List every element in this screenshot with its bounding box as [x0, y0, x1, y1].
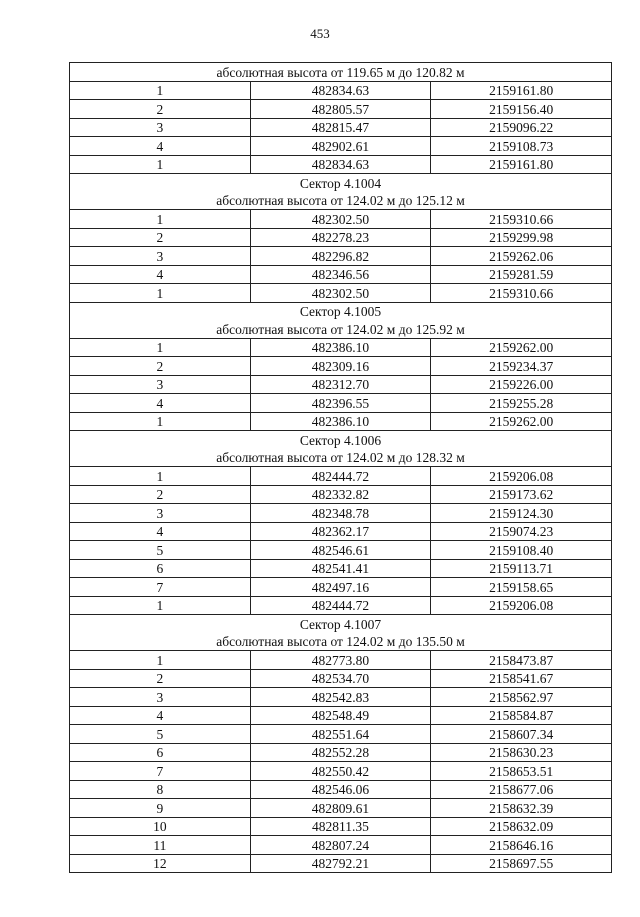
- altitude-range: абсолютная высота от 124.02 м до 125.12 м: [70, 192, 612, 210]
- table-row: [70, 375, 612, 394]
- point-number: 6: [70, 559, 251, 578]
- coordinate-y: 2159074.23: [431, 522, 612, 541]
- table-row: [70, 669, 612, 688]
- point-number: 10: [70, 817, 251, 836]
- coordinate-y: 2159226.00: [431, 375, 612, 394]
- coordinate-x: 482444.72: [250, 596, 431, 615]
- coordinate-y: 2158697.55: [431, 854, 612, 873]
- coordinate-y: 2158607.34: [431, 725, 612, 744]
- point-number: 1: [70, 338, 251, 357]
- coordinate-y: 2159108.73: [431, 137, 612, 156]
- coordinate-y: 2158653.51: [431, 762, 612, 781]
- table-row: [70, 541, 612, 560]
- coordinate-y: 2159173.62: [431, 485, 612, 504]
- point-number: 7: [70, 578, 251, 597]
- table-row: [70, 743, 612, 762]
- coordinate-y: 2159206.08: [431, 596, 612, 615]
- table-row: [70, 651, 612, 670]
- point-number: 3: [70, 688, 251, 707]
- coordinate-x: 482346.56: [250, 265, 431, 284]
- point-number: 7: [70, 762, 251, 781]
- point-number: 4: [70, 522, 251, 541]
- coordinate-x: 482552.28: [250, 743, 431, 762]
- table-row: [70, 357, 612, 376]
- table-row: [70, 725, 612, 744]
- table-row: [70, 394, 612, 413]
- coordinate-x: 482546.06: [250, 780, 431, 799]
- table-row: [70, 780, 612, 799]
- coordinate-x: 482551.64: [250, 725, 431, 744]
- coordinate-y: 2158646.16: [431, 836, 612, 855]
- coordinate-x: 482811.35: [250, 817, 431, 836]
- coordinate-y: 2158584.87: [431, 706, 612, 725]
- coordinate-x: 482546.61: [250, 541, 431, 560]
- coordinate-y: 2158562.97: [431, 688, 612, 707]
- table-row: [70, 559, 612, 578]
- coordinate-x: 482309.16: [250, 357, 431, 376]
- point-number: 4: [70, 394, 251, 413]
- altitude-range-row: [70, 63, 612, 82]
- coordinate-x: 482348.78: [250, 504, 431, 523]
- coordinate-x: 482792.21: [250, 854, 431, 873]
- table-row: [70, 799, 612, 818]
- coordinate-x: 482386.10: [250, 412, 431, 431]
- coordinate-x: 482542.83: [250, 688, 431, 707]
- coordinate-x: 482773.80: [250, 651, 431, 670]
- table-row: [70, 854, 612, 873]
- coordinate-x: 482834.63: [250, 155, 431, 174]
- coordinate-x: 482550.42: [250, 762, 431, 781]
- table-row: [70, 118, 612, 137]
- table-row: [70, 228, 612, 247]
- point-number: 2: [70, 228, 251, 247]
- coordinate-y: 2159310.66: [431, 284, 612, 303]
- coordinate-x: 482296.82: [250, 247, 431, 266]
- coordinate-y: 2159310.66: [431, 210, 612, 229]
- table-row: [70, 504, 612, 523]
- coordinate-y: 2159108.40: [431, 541, 612, 560]
- table-row: [70, 817, 612, 836]
- coordinates-table-body: [70, 63, 612, 873]
- table-row: [70, 412, 612, 431]
- table-row: [70, 247, 612, 266]
- point-number: 1: [70, 81, 251, 100]
- coordinate-x: 482805.57: [250, 100, 431, 119]
- table-row: [70, 578, 612, 597]
- table-row: [70, 485, 612, 504]
- sector-title: Сектор 4.1007: [70, 615, 612, 633]
- coordinate-x: 482302.50: [250, 284, 431, 303]
- table-row: [70, 81, 612, 100]
- altitude-range-row: [70, 633, 612, 651]
- point-number: 3: [70, 247, 251, 266]
- point-number: 6: [70, 743, 251, 762]
- coordinate-y: 2159255.28: [431, 394, 612, 413]
- altitude-range: абсолютная высота от 124.02 м до 128.32 м: [70, 449, 612, 467]
- point-number: 12: [70, 854, 251, 873]
- sector-title-row: [70, 431, 612, 449]
- sector-title-row: [70, 615, 612, 633]
- point-number: 1: [70, 155, 251, 174]
- coordinate-y: 2159156.40: [431, 100, 612, 119]
- point-number: 4: [70, 265, 251, 284]
- altitude-range-row: [70, 320, 612, 338]
- sector-title: Сектор 4.1005: [70, 302, 612, 320]
- table-row: [70, 100, 612, 119]
- altitude-range: абсолютная высота от 124.02 м до 135.50 м: [70, 633, 612, 651]
- point-number: 4: [70, 706, 251, 725]
- point-number: 3: [70, 504, 251, 523]
- table-row: [70, 265, 612, 284]
- point-number: 11: [70, 836, 251, 855]
- table-row: [70, 836, 612, 855]
- point-number: 9: [70, 799, 251, 818]
- point-number: 5: [70, 725, 251, 744]
- point-number: 2: [70, 485, 251, 504]
- coordinate-y: 2159206.08: [431, 467, 612, 486]
- coordinate-x: 482396.55: [250, 394, 431, 413]
- coordinate-y: 2159262.06: [431, 247, 612, 266]
- altitude-range-row: [70, 449, 612, 467]
- coordinate-x: 482548.49: [250, 706, 431, 725]
- coordinate-x: 482809.61: [250, 799, 431, 818]
- coordinates-table: [69, 62, 612, 873]
- point-number: 2: [70, 357, 251, 376]
- coordinate-y: 2158541.67: [431, 669, 612, 688]
- point-number: 1: [70, 596, 251, 615]
- altitude-range: абсолютная высота от 119.65 м до 120.82 м: [70, 63, 612, 82]
- point-number: 8: [70, 780, 251, 799]
- sector-title-row: [70, 302, 612, 320]
- coordinate-x: 482497.16: [250, 578, 431, 597]
- coordinate-x: 482278.23: [250, 228, 431, 247]
- sector-title-row: [70, 174, 612, 192]
- altitude-range-row: [70, 192, 612, 210]
- coordinate-x: 482302.50: [250, 210, 431, 229]
- point-number: 1: [70, 651, 251, 670]
- coordinate-y: 2159234.37: [431, 357, 612, 376]
- table-row: [70, 706, 612, 725]
- point-number: 1: [70, 467, 251, 486]
- table-row: [70, 155, 612, 174]
- coordinate-y: 2159281.59: [431, 265, 612, 284]
- point-number: 1: [70, 210, 251, 229]
- table-row: [70, 688, 612, 707]
- point-number: 2: [70, 669, 251, 688]
- point-number: 1: [70, 412, 251, 431]
- coordinate-y: 2159096.22: [431, 118, 612, 137]
- altitude-range: абсолютная высота от 124.02 м до 125.92 м: [70, 320, 612, 338]
- coordinate-y: 2159262.00: [431, 338, 612, 357]
- table-row: [70, 338, 612, 357]
- coordinate-y: 2159161.80: [431, 81, 612, 100]
- coordinate-x: 482834.63: [250, 81, 431, 100]
- table-row: [70, 137, 612, 156]
- table-row: [70, 762, 612, 781]
- coordinate-y: 2159299.98: [431, 228, 612, 247]
- table-row: [70, 467, 612, 486]
- coordinate-y: 2158632.39: [431, 799, 612, 818]
- coordinate-y: 2159158.65: [431, 578, 612, 597]
- coordinate-x: 482541.41: [250, 559, 431, 578]
- coordinate-x: 482902.61: [250, 137, 431, 156]
- page-number: 453: [310, 26, 330, 41]
- coordinate-y: 2159113.71: [431, 559, 612, 578]
- coordinate-x: 482386.10: [250, 338, 431, 357]
- coordinate-x: 482312.70: [250, 375, 431, 394]
- point-number: 1: [70, 284, 251, 303]
- coordinate-y: 2159161.80: [431, 155, 612, 174]
- point-number: 5: [70, 541, 251, 560]
- coordinate-x: 482362.17: [250, 522, 431, 541]
- point-number: 2: [70, 100, 251, 119]
- coordinate-y: 2158677.06: [431, 780, 612, 799]
- point-number: 3: [70, 118, 251, 137]
- coordinate-y: 2158632.09: [431, 817, 612, 836]
- coordinate-x: 482815.47: [250, 118, 431, 137]
- coordinate-x: 482444.72: [250, 467, 431, 486]
- coordinate-y: 2158473.87: [431, 651, 612, 670]
- coordinate-y: 2159124.30: [431, 504, 612, 523]
- coordinate-x: 482534.70: [250, 669, 431, 688]
- point-number: 4: [70, 137, 251, 156]
- sector-title: Сектор 4.1004: [70, 174, 612, 192]
- table-row: [70, 284, 612, 303]
- table-row: [70, 522, 612, 541]
- sector-title: Сектор 4.1006: [70, 431, 612, 449]
- coordinate-y: 2158630.23: [431, 743, 612, 762]
- table-row: [70, 596, 612, 615]
- point-number: 3: [70, 375, 251, 394]
- table-row: [70, 210, 612, 229]
- coordinate-x: 482332.82: [250, 485, 431, 504]
- coordinate-y: 2159262.00: [431, 412, 612, 431]
- coordinate-x: 482807.24: [250, 836, 431, 855]
